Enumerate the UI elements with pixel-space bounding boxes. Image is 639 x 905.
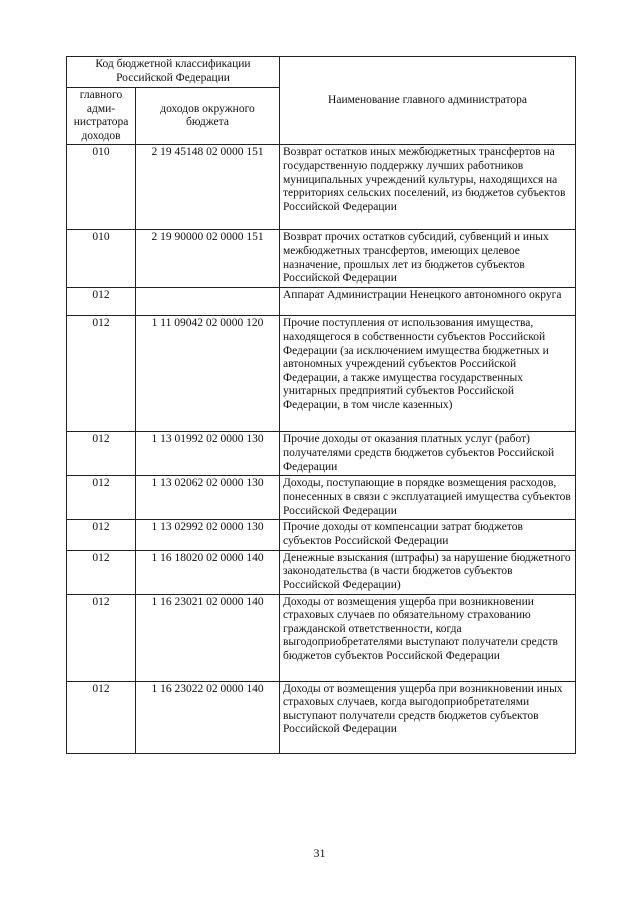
administrator-name-cell: Денежные взыскания (штрафы) за нарушение бюджетного законодательства (в части бюджетов субъектов Российской Федерации) bbox=[280, 550, 576, 594]
table-row bbox=[67, 681, 576, 753]
admin-code-cell: 012 bbox=[67, 316, 136, 432]
admin-code-cell: 010 bbox=[67, 145, 136, 230]
header-district-budget-income: доходов окружного бюджета bbox=[136, 88, 280, 145]
income-code-cell: 2 19 45148 02 0000 151 bbox=[136, 145, 280, 230]
income-code-cell bbox=[136, 288, 280, 316]
administrator-name-cell: Доходы от возмещения ущерба при возникновении иных страховых случаев, когда выгодоприобретателями выступают получатели средств бюджетов субъектов Российской Федерации bbox=[280, 681, 576, 753]
table-row bbox=[67, 520, 576, 550]
table-row bbox=[67, 230, 576, 288]
income-code-cell: 2 19 90000 02 0000 151 bbox=[136, 230, 280, 288]
income-code-cell: 1 13 02992 02 0000 130 bbox=[136, 520, 280, 550]
administrator-name-cell: Возврат прочих остатков субсидий, субвенций и иных межбюджетных трансфертов, имеющих целевое назначение, прошлых лет из бюджетов субъектов Российской Федерации bbox=[280, 230, 576, 288]
table-row bbox=[67, 550, 576, 594]
admin-code-cell: 012 bbox=[67, 288, 136, 316]
administrator-name-cell: Прочие доходы от компенсации затрат бюджетов субъектов Российской Федерации bbox=[280, 520, 576, 550]
income-code-cell: 1 13 02062 02 0000 130 bbox=[136, 476, 280, 520]
header-administrator-name: Наименование главного администратора bbox=[280, 57, 576, 145]
table-header bbox=[67, 57, 576, 145]
administrator-name-cell: Доходы, поступающие в порядке возмещения расходов, понесенных в связи с эксплуатацией имущества субъектов Российской Федерации bbox=[280, 476, 576, 520]
income-code-cell: 1 16 18020 02 0000 140 bbox=[136, 550, 280, 594]
income-code-cell: 1 13 01992 02 0000 130 bbox=[136, 432, 280, 476]
administrator-name-cell: Прочие поступления от использования имущества, находящегося в собственности субъектов Российской Федерации (за исключением имущества бюджетных и автономных учреждений субъектов Российской Федерации, а также имущества государственных унитарных предприятий субъектов Российской Федерации, в том числе казенных) bbox=[280, 316, 576, 432]
table-row bbox=[67, 476, 576, 520]
admin-code-cell: 010 bbox=[67, 230, 136, 288]
admin-code-cell: 012 bbox=[67, 520, 136, 550]
page-number: 31 bbox=[313, 846, 326, 860]
table-row bbox=[67, 432, 576, 476]
table-row bbox=[67, 316, 576, 432]
income-code-cell: 1 11 09042 02 0000 120 bbox=[136, 316, 280, 432]
administrator-name-cell: Прочие доходы от оказания платных услуг (работ) получателями средств бюджетов субъектов Российской Федерации bbox=[280, 432, 576, 476]
header-main-administrator: главного адми-нистратора доходов bbox=[67, 88, 136, 145]
admin-code-cell: 012 bbox=[67, 476, 136, 520]
income-code-cell: 1 16 23022 02 0000 140 bbox=[136, 681, 280, 753]
budget-classification-table bbox=[66, 56, 576, 754]
administrator-name-cell: Аппарат Администрации Ненецкого автономного округа bbox=[280, 288, 576, 316]
table-row bbox=[67, 288, 576, 316]
administrator-name-cell: Возврат остатков иных межбюджетных трансфертов на государственную поддержку лучших работников муниципальных учреждений культуры, находящихся на территориях сельских поселений, из бюджетов субъектов Российской Федерации bbox=[280, 145, 576, 230]
admin-code-cell: 012 bbox=[67, 550, 136, 594]
table-row bbox=[67, 594, 576, 681]
income-code-cell: 1 16 23021 02 0000 140 bbox=[136, 594, 280, 681]
header-classification-code: Код бюджетной классификации Российской Федерации bbox=[67, 57, 280, 88]
administrator-name-cell: Доходы от возмещения ущерба при возникновении страховых случаев по обязательному страхованию гражданской ответственности, когда выгодоприобретателями выступают получатели средств бюджетов субъектов Российской Федерации bbox=[280, 594, 576, 681]
table-row bbox=[67, 145, 576, 230]
admin-code-cell: 012 bbox=[67, 681, 136, 753]
admin-code-cell: 012 bbox=[67, 594, 136, 681]
table-body bbox=[67, 145, 576, 753]
admin-code-cell: 012 bbox=[67, 432, 136, 476]
